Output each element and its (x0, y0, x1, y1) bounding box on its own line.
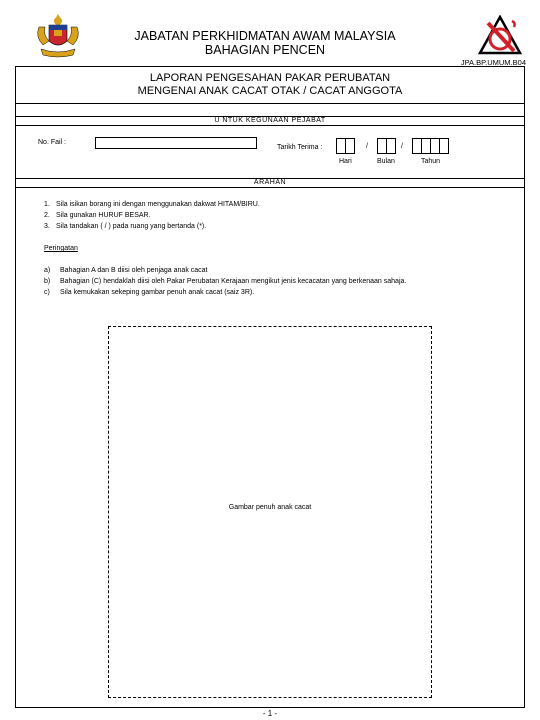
instructions-heading: ARAHAN (15, 178, 525, 188)
day-caption: Hari (339, 158, 352, 165)
day-digit-2[interactable] (345, 138, 355, 154)
day-field[interactable] (336, 138, 354, 154)
month-caption: Bulan (377, 158, 395, 165)
year-field[interactable] (412, 138, 448, 154)
form-title-line1: LAPORAN PENGESAHAN PAKAR PERUBATAN (149, 72, 391, 84)
date-separator-2: / (401, 143, 403, 150)
form-title-line2: MENGENAI ANAK CACAT OTAK / CACAT ANGGOTA (137, 85, 403, 97)
year-caption: Tahun (421, 158, 441, 165)
form-title-box (15, 66, 525, 104)
department-name: JABATAN PERKHIDMATAN AWAM MALAYSIA (134, 29, 396, 43)
photo-placeholder-box[interactable] (108, 326, 432, 698)
date-received-label: Tarikh Terima : (277, 144, 323, 151)
reminder-list (44, 265, 406, 298)
file-number-field[interactable] (95, 137, 257, 149)
office-use-heading: U NTUK KEGUNAAN PEJABAT (15, 116, 525, 126)
instruction-item: 3. Sila tandakan ( / ) pada ruang yang bertanda (*). (44, 223, 207, 230)
year-digit-4[interactable] (439, 138, 449, 154)
instruction-list (44, 199, 260, 232)
division-name: BAHAGIAN PENCEN (204, 43, 326, 57)
reminders-heading: Peringatan (44, 245, 78, 252)
instruction-item: 1. Sila isikan borang ini dengan menggunakan dakwat HITAM/BIRU. (44, 201, 260, 208)
photo-placeholder-label: Gambar penuh anak cacat (228, 504, 312, 511)
month-field[interactable] (377, 138, 395, 154)
form-reference-code: JPA.BP.UMUM.B04 (460, 58, 526, 67)
coat-of-arms-logo (33, 13, 83, 59)
reminder-item: b) Bahagian (C) hendaklah diisi oleh Pakar Perubatan Kerajaan mengikut jenis kecacatan yang berkenaan sahaja. (44, 278, 407, 285)
jpa-logo (478, 15, 522, 57)
month-digit-2[interactable] (386, 138, 396, 154)
file-number-label: No. Fail : (38, 139, 67, 146)
date-separator-1: / (366, 143, 368, 150)
reminder-item: a) Bahagian A dan B diisi oleh penjaga anak cacat (44, 267, 208, 274)
page-number: - 1 - (262, 709, 278, 718)
reminder-item: c) Sila kemukakan sekeping gambar penuh anak cacat (saiz 3R). (44, 289, 255, 296)
instruction-item: 2. Sila gunakan HURUF BESAR. (44, 212, 151, 219)
